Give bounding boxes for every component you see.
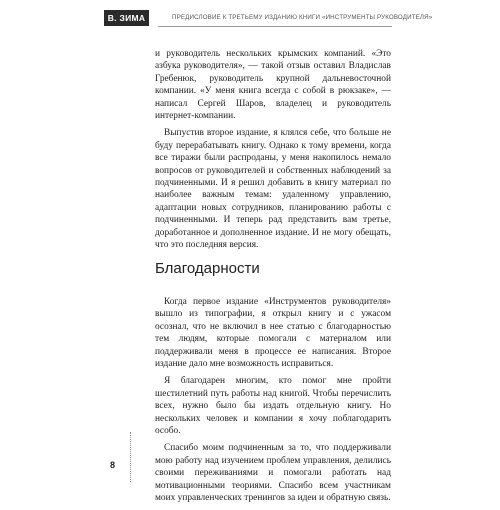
running-head-title: ПРЕДИСЛОВИЕ К ТРЕТЬЕМУ ИЗДАНИЮ КНИГИ «ИНСТРУМЕНТЫ РУКОВОДИТЕЛЯ» — [172, 14, 433, 21]
body-text-bottom — [155, 296, 391, 510]
page-number: 8 — [110, 460, 116, 470]
paragraph: Я благодарен многим, кто помог мне пройти шестилетний путь работы над книгой. Чтобы перечислить всех, нужно было бы издать отдельную книгу. Но нескольких человек и компании я хочу поблагодарить особо. — [155, 376, 391, 437]
section-heading: Благодарности — [155, 260, 260, 277]
running-head-author: В. ЗИМА — [104, 10, 149, 26]
folio-divider — [130, 432, 131, 482]
paragraph: Когда первое издание «Инструментов руководителя» вышло из типографии, я открыл книгу и с ужасом осознал, что не включил в нее статью с благодарностью тем людям, которые помогали с материалом или поддерживали меня в процессе ее написания. Второе издание дало мне возможность исправиться. — [155, 297, 391, 370]
paragraph: Выпустив второе издание, я клялся себе, что больше не буду перерабатывать книгу. Однако к тому времени, когда все тиражи были распроданы, у меня накопилось немало вопросов от руководителей и собственных наблюдений за подчиненными. И я решил добавить в книгу материал по наиболее важным темам: удаленному управлению, адаптации новых сотрудников, планированию работы с подчиненными. И теперь рад представить вам третье, доработанное и дополненное издание. И не могу обещать, что это последняя версия. — [155, 128, 391, 251]
header-divider — [158, 26, 392, 27]
body-text-top — [155, 48, 391, 257]
paragraph: и руководитель нескольких крымских компаний. «Это азбука руководителя», — такой отзыв оставил Владислав Гребенюк, руководитель крупной дальневосточной компании. «У меня книга всегда с собой в рюкзаке», — написал Сергей Шаров, владелец и руководитель интернет-компании. — [155, 49, 391, 122]
paragraph: Спасибо моим подчиненным за то, что поддерживали мою работу над изучением проблем управления, делились своими переживаниями и помогали работать над мотивационными теориями. Спасибо всем участникам моих управленческих тренингов за идеи и обратную связь. — [155, 443, 391, 504]
